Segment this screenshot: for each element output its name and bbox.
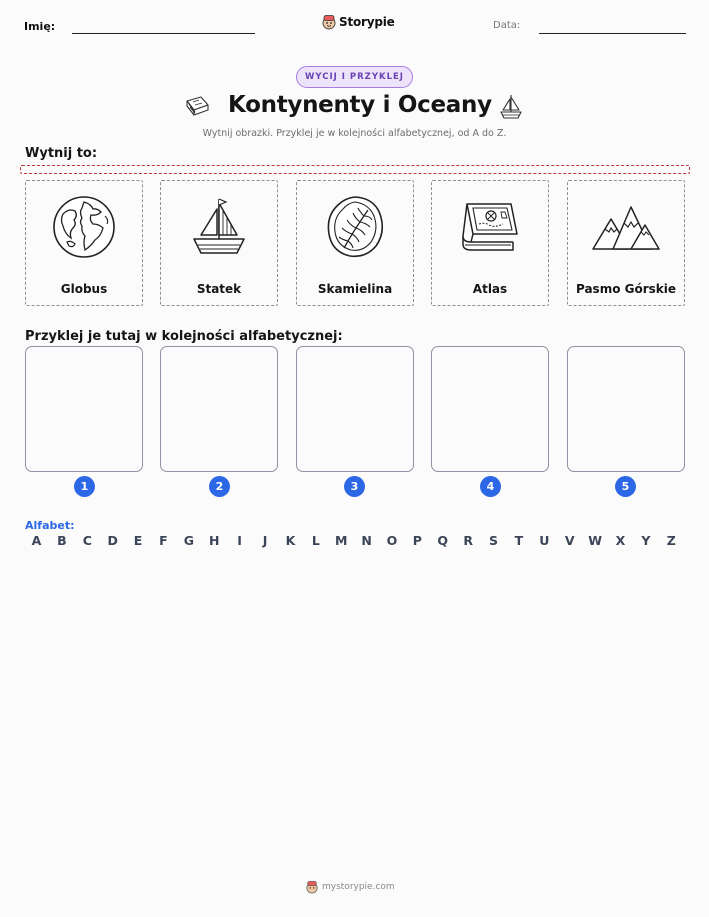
paste-section-label: Przyklej je tutaj w kolejności alfabetycznej:	[25, 329, 343, 344]
alphabet-letter: X	[615, 533, 626, 548]
alphabet-letter: F	[159, 533, 168, 548]
header	[0, 14, 709, 40]
alphabet-letter: R	[463, 533, 473, 548]
cut-card-skamielina[interactable]	[296, 180, 414, 306]
cut-card-atlas[interactable]	[431, 180, 549, 306]
paste-box-5[interactable]	[567, 346, 685, 472]
alphabet-letter: E	[133, 533, 143, 548]
footer-site: mystorypie.com	[322, 882, 395, 892]
alphabet-letter: M	[334, 533, 348, 548]
cut-card-label: Pasmo Górskie	[575, 282, 677, 296]
alphabet-letter: Y	[641, 533, 651, 548]
number-badge-3: 3	[344, 476, 365, 497]
atlas-icon	[457, 196, 523, 258]
name-field[interactable]	[72, 33, 255, 34]
cut-card-globus[interactable]	[25, 180, 143, 306]
alphabet-letter: S	[489, 533, 499, 548]
alphabet-letter: Q	[437, 533, 449, 548]
number-badge-2: 2	[209, 476, 230, 497]
alphabet-letter: I	[237, 533, 242, 548]
date-field[interactable]	[539, 33, 686, 34]
fossil-icon	[324, 194, 386, 260]
alphabet-letter: L	[311, 533, 320, 548]
atlas-icon	[183, 93, 211, 119]
sailboat-icon	[498, 93, 524, 121]
paste-box-2[interactable]	[160, 346, 278, 472]
alphabet-letter: B	[57, 533, 67, 548]
sailboat-icon	[190, 195, 248, 259]
name-label: Imię:	[24, 20, 56, 33]
storypie-mascot-icon	[306, 880, 318, 894]
number-badge-5: 5	[615, 476, 636, 497]
alphabet-letter: Z	[666, 533, 676, 548]
paste-box-4[interactable]	[431, 346, 549, 472]
alphabet-letter: C	[82, 533, 92, 548]
alphabet-label: Alfabet:	[25, 519, 75, 532]
cut-line	[20, 165, 690, 174]
alphabet-letter: J	[262, 533, 268, 548]
alphabet-letter: V	[564, 533, 575, 548]
alphabet-row	[24, 533, 684, 548]
brand-name: Storypie	[339, 15, 395, 29]
cut-card-label: Globus	[60, 282, 108, 296]
brand-logo	[322, 14, 395, 30]
mountains-icon	[591, 201, 661, 253]
alphabet-letter: P	[412, 533, 422, 548]
alphabet-letter: G	[183, 533, 194, 548]
storypie-mascot-icon	[322, 14, 336, 30]
alphabet-letter: O	[386, 533, 398, 548]
date-label: Data:	[493, 20, 521, 31]
title-row	[0, 92, 709, 124]
cut-section-label: Wytnij to:	[25, 146, 98, 161]
alphabet-letter: U	[539, 533, 550, 548]
number-badge-4: 4	[480, 476, 501, 497]
instructions: Wytnij obrazki. Przyklej je w kolejności alfabetycznej, od A do Z.	[202, 128, 507, 139]
paste-box-3[interactable]	[296, 346, 414, 472]
number-badge-1: 1	[74, 476, 95, 497]
cut-card-label: Atlas	[472, 282, 508, 296]
alphabet-letter: W	[588, 533, 602, 548]
cut-card-label: Statek	[196, 282, 242, 296]
alphabet-letter: D	[107, 533, 118, 548]
cut-card-statek[interactable]	[160, 180, 278, 306]
activity-badge: WYCIJ I PRZYKLEJ	[296, 66, 413, 88]
alphabet-letter: A	[31, 533, 42, 548]
alphabet-letter: H	[209, 533, 220, 548]
footer	[306, 880, 395, 894]
alphabet-letter: K	[285, 533, 296, 548]
paste-box-1[interactable]	[25, 346, 143, 472]
globe-icon	[51, 194, 117, 260]
alphabet-letter: T	[514, 533, 524, 548]
page-title: Kontynenty i Oceany	[228, 92, 492, 118]
cut-card-pasmo-gorskie[interactable]	[567, 180, 685, 306]
alphabet-letter: N	[361, 533, 372, 548]
cut-card-label: Skamielina	[317, 282, 393, 296]
